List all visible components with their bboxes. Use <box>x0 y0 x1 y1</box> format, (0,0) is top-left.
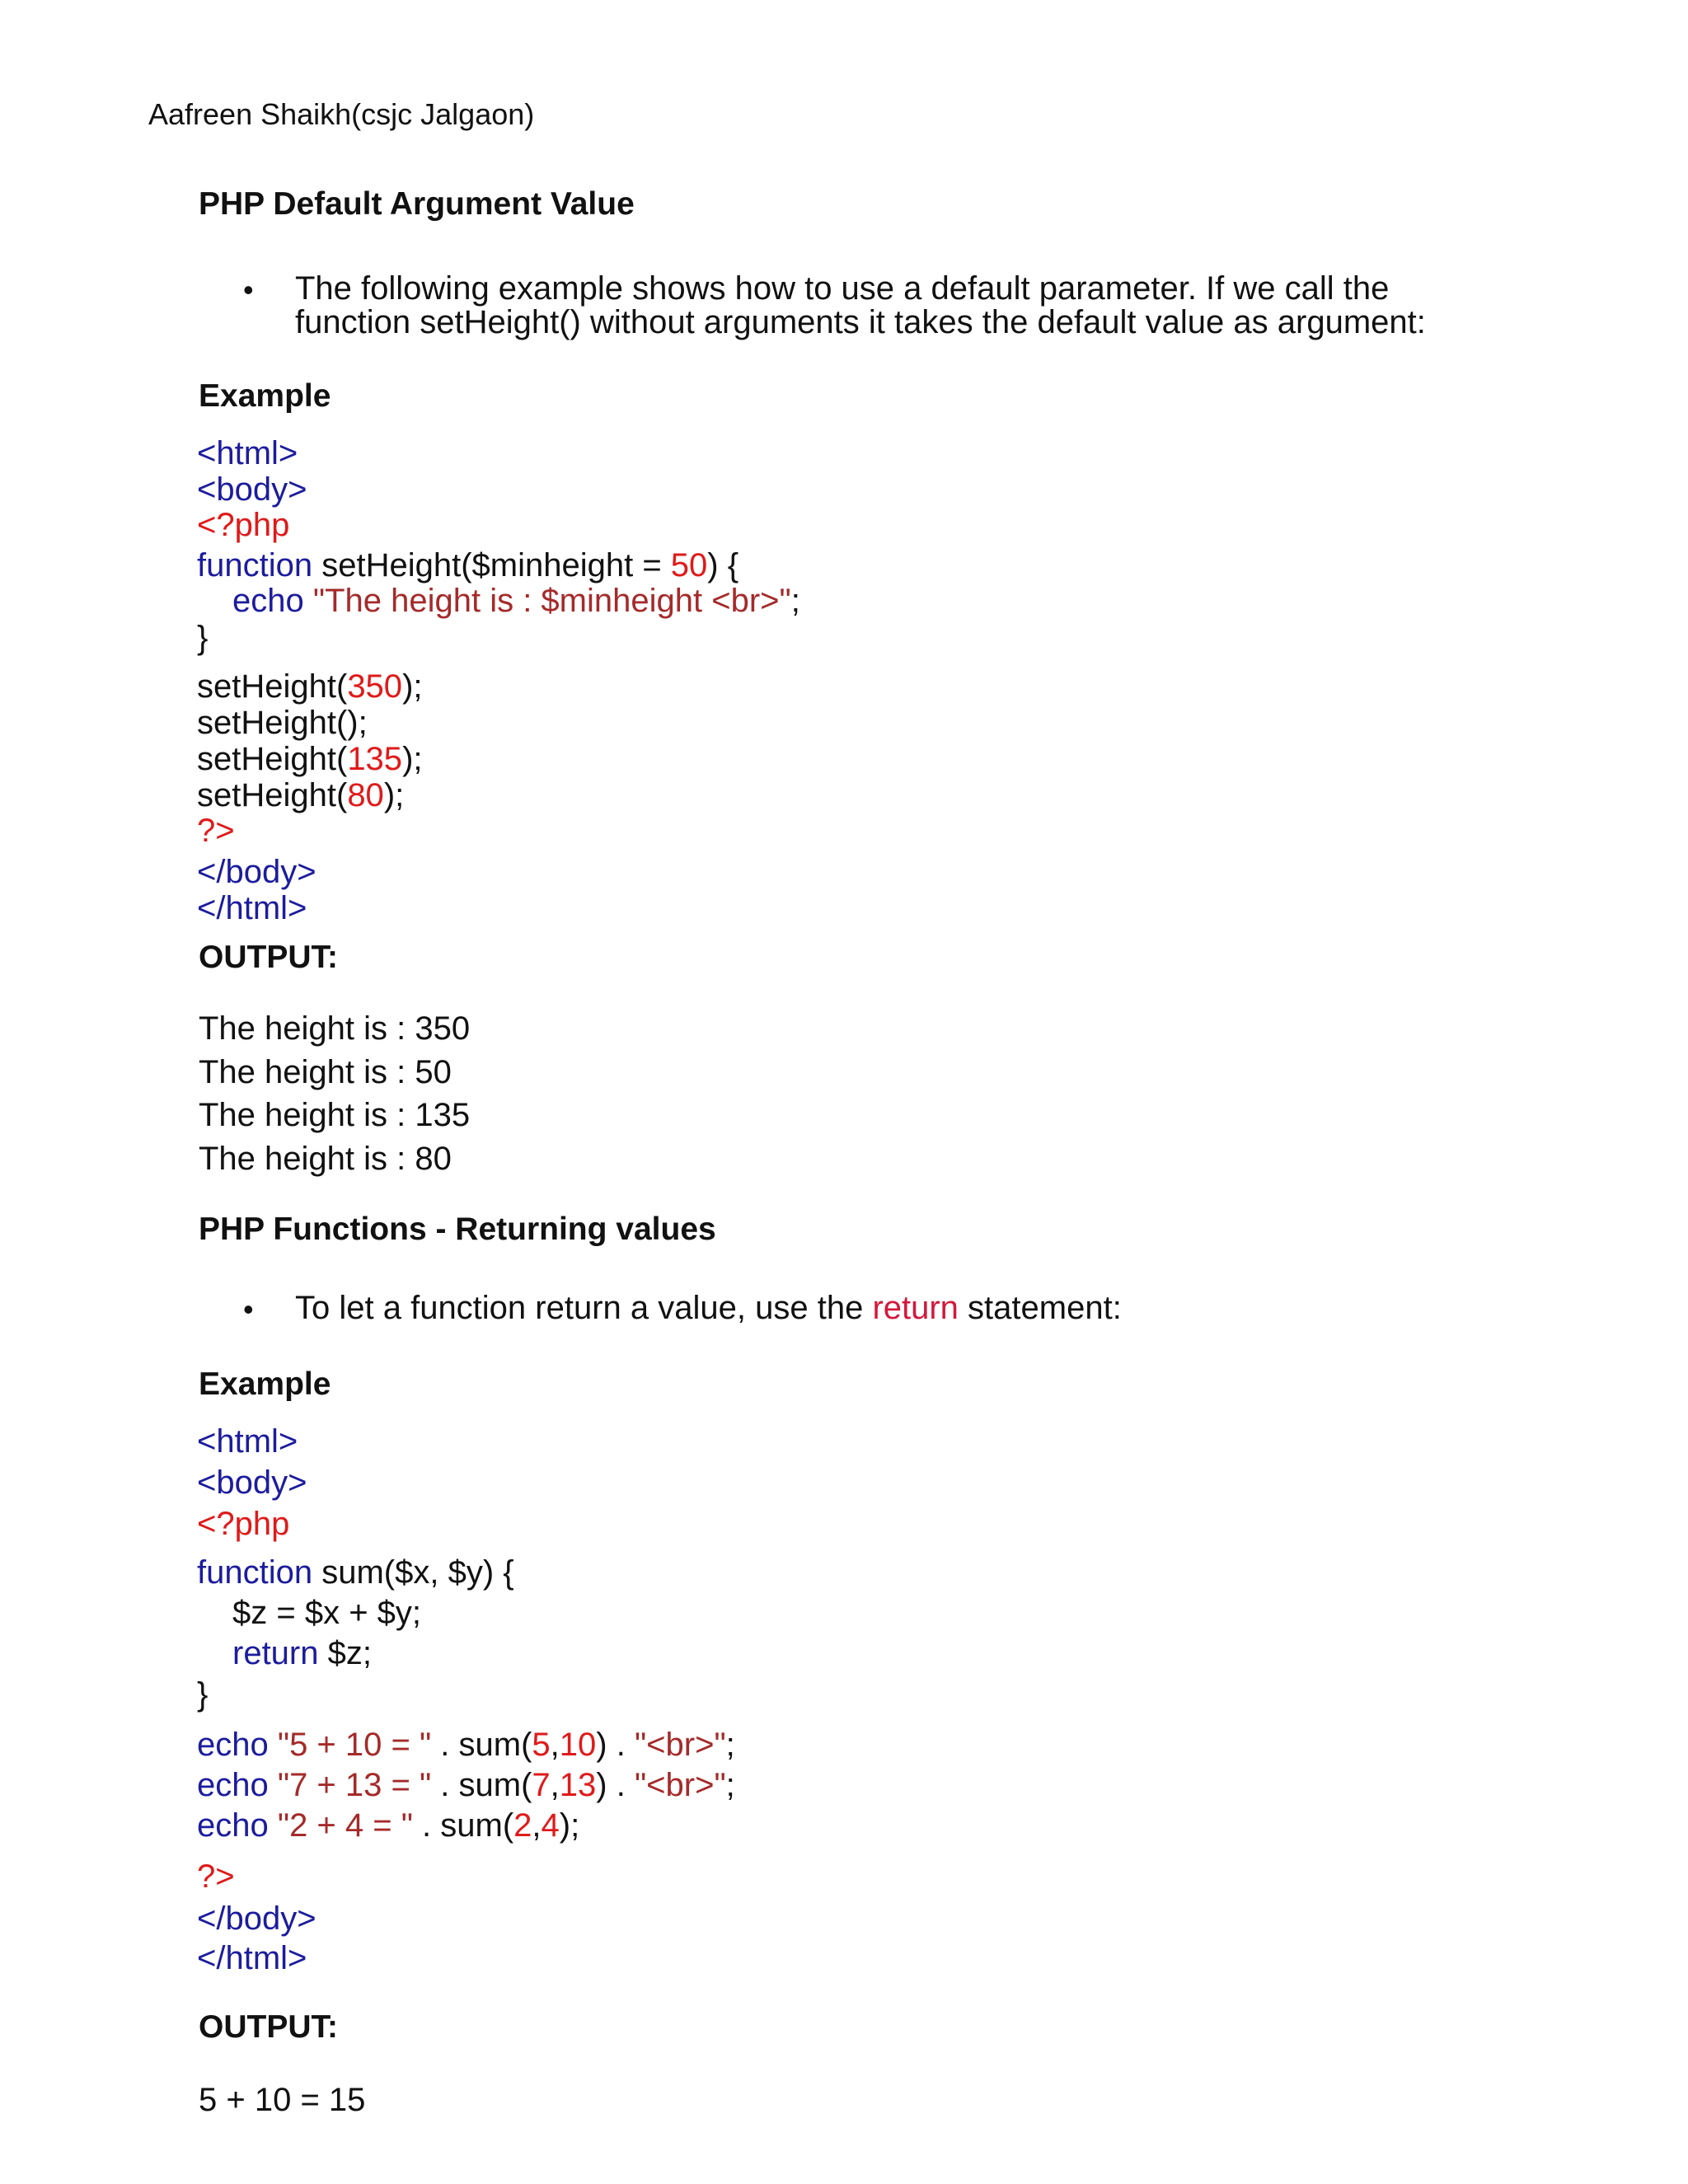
code-line: setHeight(80); <box>197 777 405 813</box>
return-keyword: return <box>872 1290 959 1326</box>
code-line: echo "2 + 4 = " . sum(2,4); <box>197 1807 580 1844</box>
code-line: <?php <box>197 507 290 543</box>
output-line: 5 + 10 = 15 <box>199 2082 366 2118</box>
code-line: ?> <box>197 1858 235 1895</box>
section2-heading: PHP Functions - Returning values <box>199 1212 716 1247</box>
bullet-dot: • <box>243 273 254 307</box>
code-line: $z = $x + $y; <box>232 1595 422 1631</box>
code-line: setHeight(135); <box>197 741 423 777</box>
section1-example-label: Example <box>199 378 331 414</box>
section2-example-label: Example <box>199 1366 331 1402</box>
section1-output-label: OUTPUT: <box>199 940 338 975</box>
code-line: setHeight(); <box>197 705 368 741</box>
code-line: <html> <box>197 1423 298 1460</box>
code-line: echo "7 + 13 = " . sum(7,13) . "<br>"; <box>197 1767 735 1803</box>
code-line: <?php <box>197 1506 290 1542</box>
output-line: The height is : 135 <box>199 1097 471 1133</box>
output-line: The height is : 350 <box>199 1010 471 1047</box>
code-line: ?> <box>197 813 235 849</box>
code-line: <body> <box>197 1465 307 1501</box>
code-line: </html> <box>197 890 307 926</box>
code-line: } <box>197 620 209 656</box>
output-line: The height is : 50 <box>199 1054 452 1090</box>
code-line: <html> <box>197 435 298 471</box>
code-line: </body> <box>197 1900 316 1937</box>
section2-output-label: OUTPUT: <box>199 2009 338 2045</box>
output-line: The height is : 80 <box>199 1141 452 1177</box>
code-line: echo "5 + 10 = " . sum(5,10) . "<br>"; <box>197 1727 735 1763</box>
code-line: echo "The height is : $minheight <br>"; <box>232 583 800 619</box>
author-line: Aafreen Shaikh(csjc Jalgaon) <box>148 97 535 131</box>
code-line: function setHeight($minheight = 50) { <box>197 547 739 583</box>
section2-bullet: To let a function return a value, use the return statement: <box>295 1290 1122 1326</box>
code-line: </html> <box>197 1940 307 1976</box>
code-line: } <box>197 1676 209 1713</box>
code-line: setHeight(350); <box>197 668 423 705</box>
bullet-dot: • <box>243 1292 254 1326</box>
section1-bullet: The following example shows how to use a default parameter. If we call the function setHeight() without arguments it takes the default value as argument: <box>295 270 1426 340</box>
code-line: return $z; <box>232 1635 372 1671</box>
code-line: </body> <box>197 854 316 890</box>
code-line: <body> <box>197 471 307 508</box>
code-line: function sum($x, $y) { <box>197 1554 514 1591</box>
section1-heading: PHP Default Argument Value <box>199 186 635 222</box>
